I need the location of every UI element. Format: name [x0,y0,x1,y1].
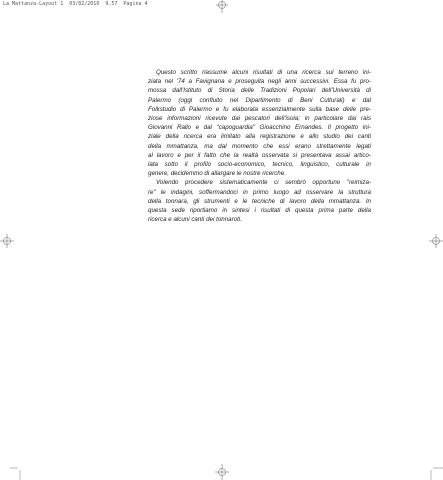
paragraph-2 [148,178,371,224]
registration-mark-top-left [216,0,228,13]
registration-mark-bottom [215,464,229,480]
text-line: Palermo (oggi confluito nel Dipartimento di Beni Culturali) e dal [148,96,371,104]
text-line: ricerca e alcuni canti dei tonnaroti. [148,216,242,224]
print-slug: La Mattanza-Layout 1 03/02/2010 9.57 Pagina 4 [3,1,148,7]
text-line: ziose informazioni ricevute dai pescatori dell'isola; in particolare dai rais [148,115,371,123]
text-line: della mmattanza, ma dal momento che essi erano strettamente legati [148,142,371,150]
text-line: Volendo procedere sistematicamente ci sembrò opportuno "reimiza- [156,179,371,187]
text-line: ziata nel '74 a Favignana e proseguita negli anni successivi. Essa fu pro- [148,78,371,86]
body-text [148,68,371,224]
crop-mark-bottom-right [421,462,443,480]
registration-mark-right [429,234,443,248]
crop-mark-bottom-left [10,462,22,480]
text-line: lata sotto il profilo socio-economico, tecnico, linguistico, culturale in [148,161,371,169]
text-line: della tonnara, gli strumenti e le tecniche di lavoro della mmattanza. In [148,197,371,205]
text-line: Questo scritto riassume alcuni risultati di una ricerca sul terreno ini- [156,69,371,76]
text-line: re" le indagini, soffermandoci in primo luogo ad osservare la struttura [148,188,371,196]
text-line: Folkstudio di Palermo e fu elaborata essenzialmente sulla base delle pre- [148,105,371,113]
text-line: al lavoro e per il fatto che la realtà osservata si presentava assai artico- [148,151,371,159]
text-line: questa sede riportiamo in sintesi i risultati di questa prima parte della [148,207,371,215]
text-line: genere, decidemmo di allargare le nostre ricerche. [148,170,286,178]
text-line: mossa dall'Istituto di Storia delle Tradizioni Popolari dell'Università di [148,87,371,95]
text-line: Giovanni Rallo e dal "capoguardia" Gioacchino Ernandes. Il progetto ini- [148,124,371,132]
registration-mark-left [0,234,14,248]
text-line: ziale della ricerca era limitato alla registrazione e allo studio dei canti [148,133,371,141]
paragraph-1 [148,68,371,178]
